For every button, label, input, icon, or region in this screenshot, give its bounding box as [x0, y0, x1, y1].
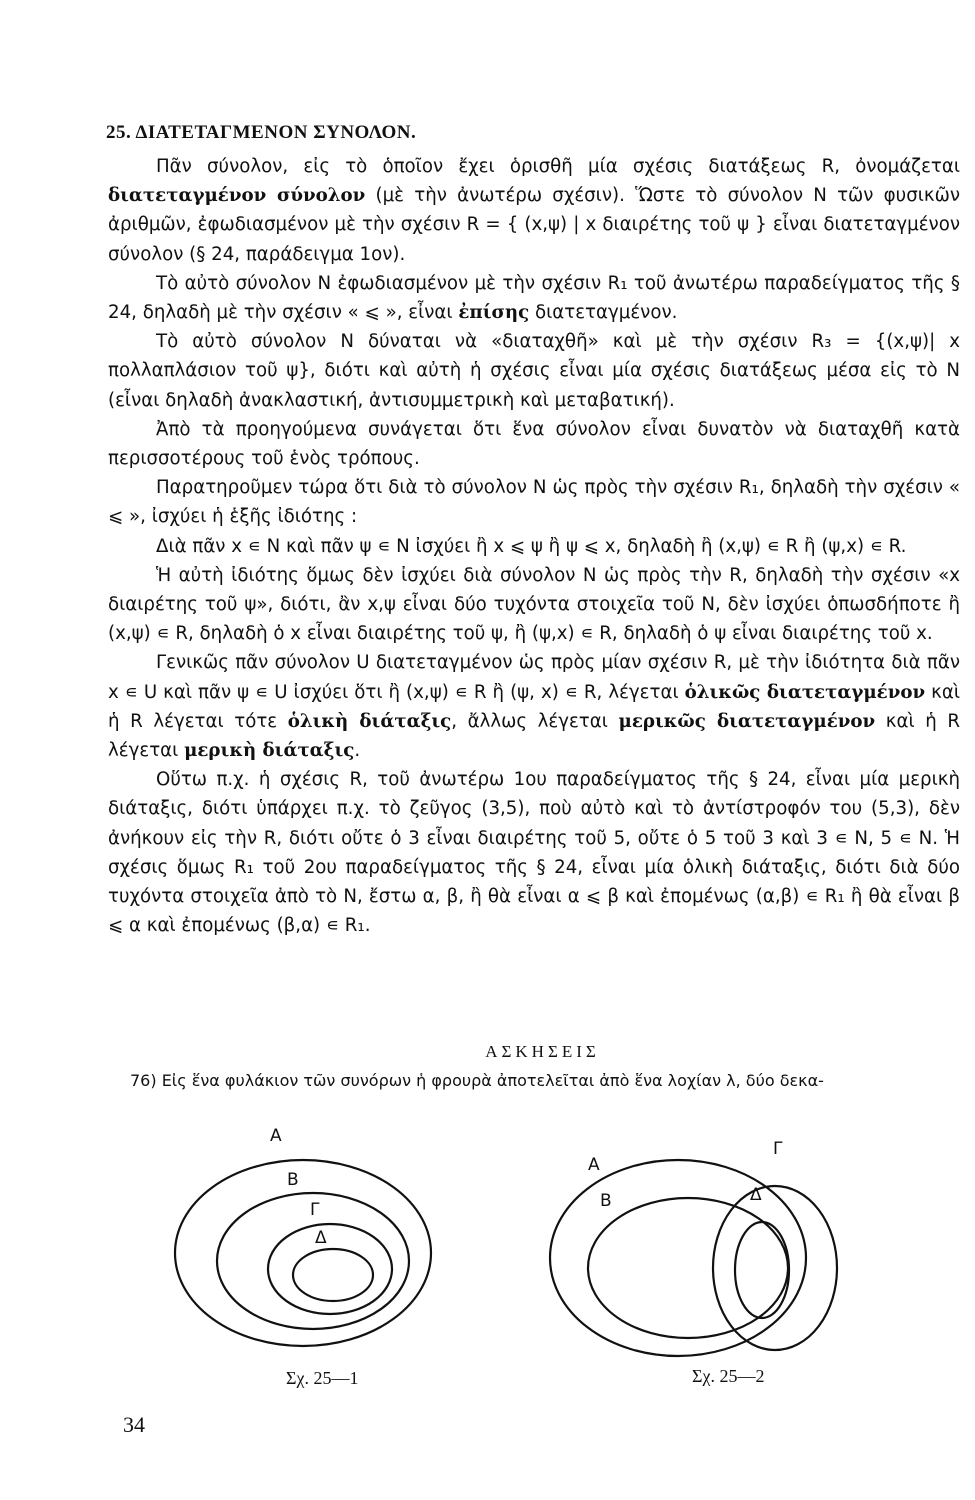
bold-term: διατεταγμένον σύνολον — [108, 185, 366, 207]
paragraph-text: Διὰ πᾶν x ∊ N καὶ πᾶν ψ ∊ N ἰσχύει ἢ x ⩽ ψ ἢ ψ ⩽ x, δηλαδὴ ἢ (x,ψ) ∊ R ἢ (ψ,x) ∊ R. — [156, 535, 907, 557]
set-a-ellipse — [175, 1160, 431, 1346]
label-d: Δ — [315, 1228, 327, 1248]
paragraph-text: καὶ ἡ R λέγεται — [108, 710, 960, 762]
figure-25-2-caption: Σχ. 25—2 — [692, 1366, 765, 1386]
paragraph — [108, 473, 960, 531]
label-g: Γ — [310, 1200, 320, 1220]
paragraph — [108, 532, 960, 561]
paragraph-text: , ἄλλως λέγεται — [451, 710, 619, 732]
bold-term: μερικὴ διάταξις — [184, 740, 355, 762]
exercise-76: 76) Εἰς ἕνα φυλάκιον τῶν συνόρων ἡ φρουρὰ ἀποτελεῖται ἀπὸ ἕνα λοχίαν λ, δύο δεκα- — [130, 1071, 824, 1090]
paragraph-text: Τὸ αὐτὸ σύνολον N ἐφωδιασμένον μὲ τὴν σχέσιν R₁ τοῦ ἀνωτέρω παραδείγματος τῆς § 24, δηλαδὴ μὲ τὴν σχέσιν « ⩽ », εἶναι — [108, 272, 960, 324]
set-d-ellipse — [735, 1222, 789, 1318]
section-body — [108, 152, 960, 940]
paragraph — [108, 765, 960, 940]
label-g: Γ — [773, 1139, 783, 1159]
paragraph — [108, 269, 960, 327]
label-d: Δ — [750, 1185, 762, 1205]
paragraph-text: . — [354, 740, 361, 762]
bold-term: ὁλικῶς διατεταγμένον — [684, 681, 926, 703]
paragraph-text: Ἡ αὐτὴ ἰδιότης ὅμως δὲν ἰσχύει διὰ σύνολον N ὡς πρὸς τὴν R, δηλαδὴ τὴν σχέσιν «x διαιρέτης τοῦ ψ», διότι, ἂν x,ψ εἶναι δύο τυχόντα στοιχεῖα τοῦ N, δὲν ἰσχύει ὁπωσδήποτε ἢ (x,ψ) ∊ R, δηλαδὴ ὁ x εἶναι διαιρέτης τοῦ ψ, ἢ (ψ,x) ∊ R, δηλαδὴ ὁ ψ εἶναι διαιρέτης τοῦ x. — [108, 564, 960, 645]
page-number: 34 — [123, 1412, 145, 1437]
paragraph-text: διατεταγμένον. — [529, 302, 678, 324]
figure-25-2 — [540, 1130, 960, 1370]
paragraph — [108, 327, 960, 415]
paragraph — [108, 648, 960, 765]
paragraph — [108, 561, 960, 649]
section-heading: 25. ΔΙΑΤΕΤΑΓΜΕΝΟΝ ΣΥΝΟΛΟΝ. — [106, 122, 417, 143]
label-b: B — [600, 1191, 612, 1211]
paragraph-text: Τὸ αὐτὸ σύνολον N δύναται νὰ «διαταχθῆ» καὶ μὲ τὴν σχέσιν R₃ = {(x,ψ)| x πολλαπλάσιον τοῦ ψ}, διότι καὶ αὐτὴ ἡ σχέσις εἶναι μία σχέσις διατάξεως μέσα εἰς τὸ N (εἶναι δηλαδὴ ἀνακλαστική, ἀντισυμμετρικὴ καὶ μεταβατική). — [108, 331, 960, 411]
paragraph-text: (μὲ τὴν ἀνωτέρω σχέσιν). Ὥστε τὸ σύνολον N τῶν φυσικῶν ἀριθμῶν, ἐφωδιασμένον μὲ τὴν σχέσιν R = { (x,ψ) | x διαιρέτης τοῦ ψ } εἶναι διατεταγμένον σύνολον (§ 24, παράδειγμα 1ον). — [108, 185, 960, 265]
bold-term: ὁλικὴ διάταξις — [287, 710, 452, 732]
figure-25-1 — [165, 1115, 465, 1385]
paragraph-text: Οὕτω π.χ. ἡ σχέσις R, τοῦ ἀνωτέρω 1ου παραδείγματος τῆς § 24, εἶναι μία μερικὴ διάταξις, διότι ὑπάρχει π.χ. τὸ ζεῦγος (3,5), ποὺ αὐτὸ καὶ τὸ ἀντίστροφόν του (5,3), δὲν ἀνήκουν εἰς τὴν R, διότι οὔτε ὁ 3 εἶναι διαιρέτης τοῦ 5, οὔτε ὁ 5 τοῦ 3 καὶ 3 ∊ N, 5 ∊ N. Ἡ σχέσις ὅμως R₁ τοῦ 2ου παραδείγματος τῆς § 24, εἶναι μία ὁλικὴ διάταξις, διότι διὰ δύο τυχόντα στοιχεῖα ἀπὸ τὸ N, ἔστω α, β, ἢ θὰ εἶναι α ⩽ β καὶ ἐπομένως (α,β) ∊ R₁ ἢ θὰ εἶναι β ⩽ α καὶ ἐπομένως (β,α) ∊ R₁. — [108, 769, 960, 937]
paragraph-text: Ἀπὸ τὰ προηγούμενα συνάγεται ὅτι ἕνα σύνολον εἶναι δυνατὸν νὰ διαταχθῆ κατὰ περισσοτέρους τοῦ ἑνὸς τρόπους. — [108, 418, 960, 470]
paragraph — [108, 415, 960, 473]
label-b: B — [287, 1170, 299, 1190]
paragraph-text: Γενικῶς πᾶν σύνολον U διατεταγμένον ὡς πρὸς μίαν σχέσιν R, μὲ τὴν ἰδιότητα διὰ πᾶν x ∊ U καὶ πᾶν ψ ∊ U ἰσχύει ὅτι ἢ (x,ψ) ∊ R ἢ (ψ, x) ∊ R, λέγεται — [108, 652, 960, 703]
label-a: A — [588, 1155, 600, 1175]
set-g-ellipse — [713, 1186, 837, 1350]
set-d-ellipse — [293, 1249, 373, 1301]
label-a: A — [270, 1126, 282, 1146]
paragraph-text: Πᾶν σύνολον, εἰς τὸ ὁποῖον ἔχει ὁρισθῆ μία σχέσις διατάξεως R, ὀνομάζεται — [156, 156, 960, 177]
paragraph — [108, 152, 960, 269]
figure-25-1-caption: Σχ. 25—1 — [286, 1368, 359, 1388]
exercises-title: ΑΣΚΗΣΕΙΣ — [485, 1042, 600, 1061]
paragraph-text: Παρατηροῦμεν τώρα ὅτι διὰ τὸ σύνολον N ὡς πρὸς τὴν σχέσιν R₁, δηλαδὴ τὴν σχέσιν « ⩽ », ἰσχύει ἡ ἑξῆς ἰδιότης : — [108, 477, 960, 528]
bold-term: μερικῶς διατεταγμένον — [618, 710, 876, 732]
paragraph-text: καὶ ἡ R λέγεται τότε — [108, 681, 960, 732]
bold-term: ἐπίσης — [458, 302, 530, 324]
